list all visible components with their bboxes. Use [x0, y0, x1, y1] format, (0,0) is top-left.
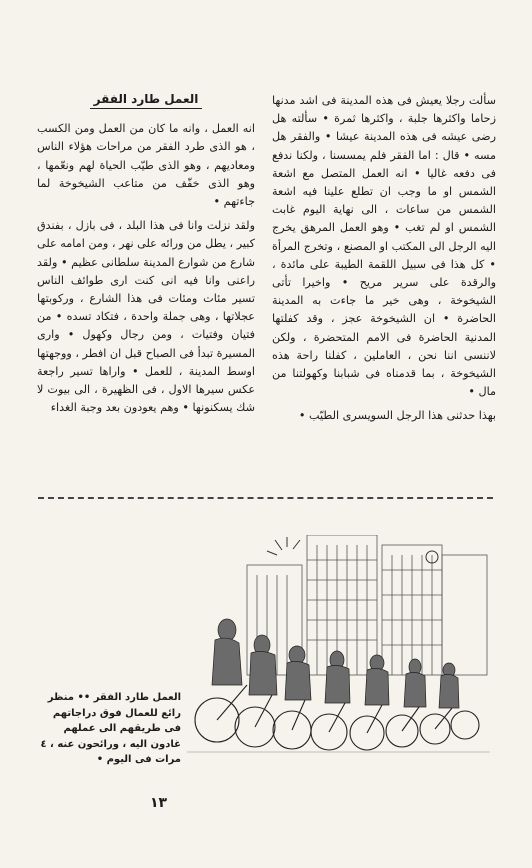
- section-headline: [37, 90, 255, 110]
- page-number: ١٣: [150, 795, 168, 811]
- illustration-caption: العمل طارد الفقر •• منظر رائع للعمال فوق دراجاتهم فى طريقهم الى عملهم غادون اليه ، ورائحون عنه ، ٤ مرات فى اليوم •: [40, 692, 181, 765]
- dashed-separator: [38, 497, 493, 499]
- left-paragraph-1: انه العمل ، وانه ما كان من العمل ومن الكسب ، هو الذى طرد الفقر من مراحات هؤلاء الناس ومعاديهم ، وهو الذى طيّب الحياة لهم ونعّمها ، وهو الذى خفّف من متاعب الشيخوخة لما جاءتهم •: [37, 122, 255, 209]
- right-paragraph-1: سألت رجلا يعيش فى هذه المدينة فى اشد مدنها زحاما واكثرها جلبة ، واكثرها ثمرة • سألته هل رضى عيشه فى هذه المدينة عيشا • والفقر هل مسه • قال : اما الفقر فلم يمسسنا ، ولكنا ندفع فى دفعه غاليا • انه العمل المتصل مع اشعة الشمس او ما وجب ان تطلع علينا فيه اشعة الشمس من ساعات ، الى نهاية اليوم غابت الشمس او لم تغب • وهو العمل المرهق يخرج اليه الرجل الى المكتب او المصنع ، وتخرج المرأة • كل هذا فى سبيل اللقمة الطيبة على مائدة ، والرقدة على سرير مريح • واخيرا تأتى الشيخوخة ، وهى خير ما جاءت به المدينة الحاضرة • ان الشيخوخة عجز ، وقد كفلتها المدنية الحاضرة فى الامم المتحضرة ، ولكن لاننسى اننا نحن ، العاملين ، كفلنا راحة هذه الشيخوخة ، بما قدمناه فى شبابنا وكهولتنا من مال •: [272, 94, 496, 399]
- left-article-column: [37, 90, 255, 423]
- right-article-column: [272, 92, 496, 432]
- right-paragraph-2: بهذا حدثنى هذا الرجل السويسرى الطيّب •: [298, 409, 496, 423]
- section-headline-text: العمل طارد الفقر: [90, 92, 203, 109]
- left-paragraph-2: ولقد نزلت وانا فى هذا البلد ، فى بازل ، بفندق كبير ، يطل من ورائه على نهر ، ومن امامه على شارع من شوارع المدينة سلطانى عظيم • ولقد راعنى وانا فيه انى كنت ارى طوائف الناس تسير مئات ومئات فى هذا الشارع ، وركوبتها عجلاتها ، وهى جملة واحدة ، فتكاد تسده • من فتيان وفتيات ، ومن رجال وكهول • وارى المسيرة تبدأ فى الصباح قبل ان افطر ، ووجهتها اوسط المدينة ، للعمل • واراها تسير راجعة عكس سيرها الاول ، فى الظهيرة ، الى بيوت لا شك يسكنونها • وهم يعودون بعد وجبة الغداء: [37, 219, 255, 415]
- cyclists-illustration: [187, 535, 490, 753]
